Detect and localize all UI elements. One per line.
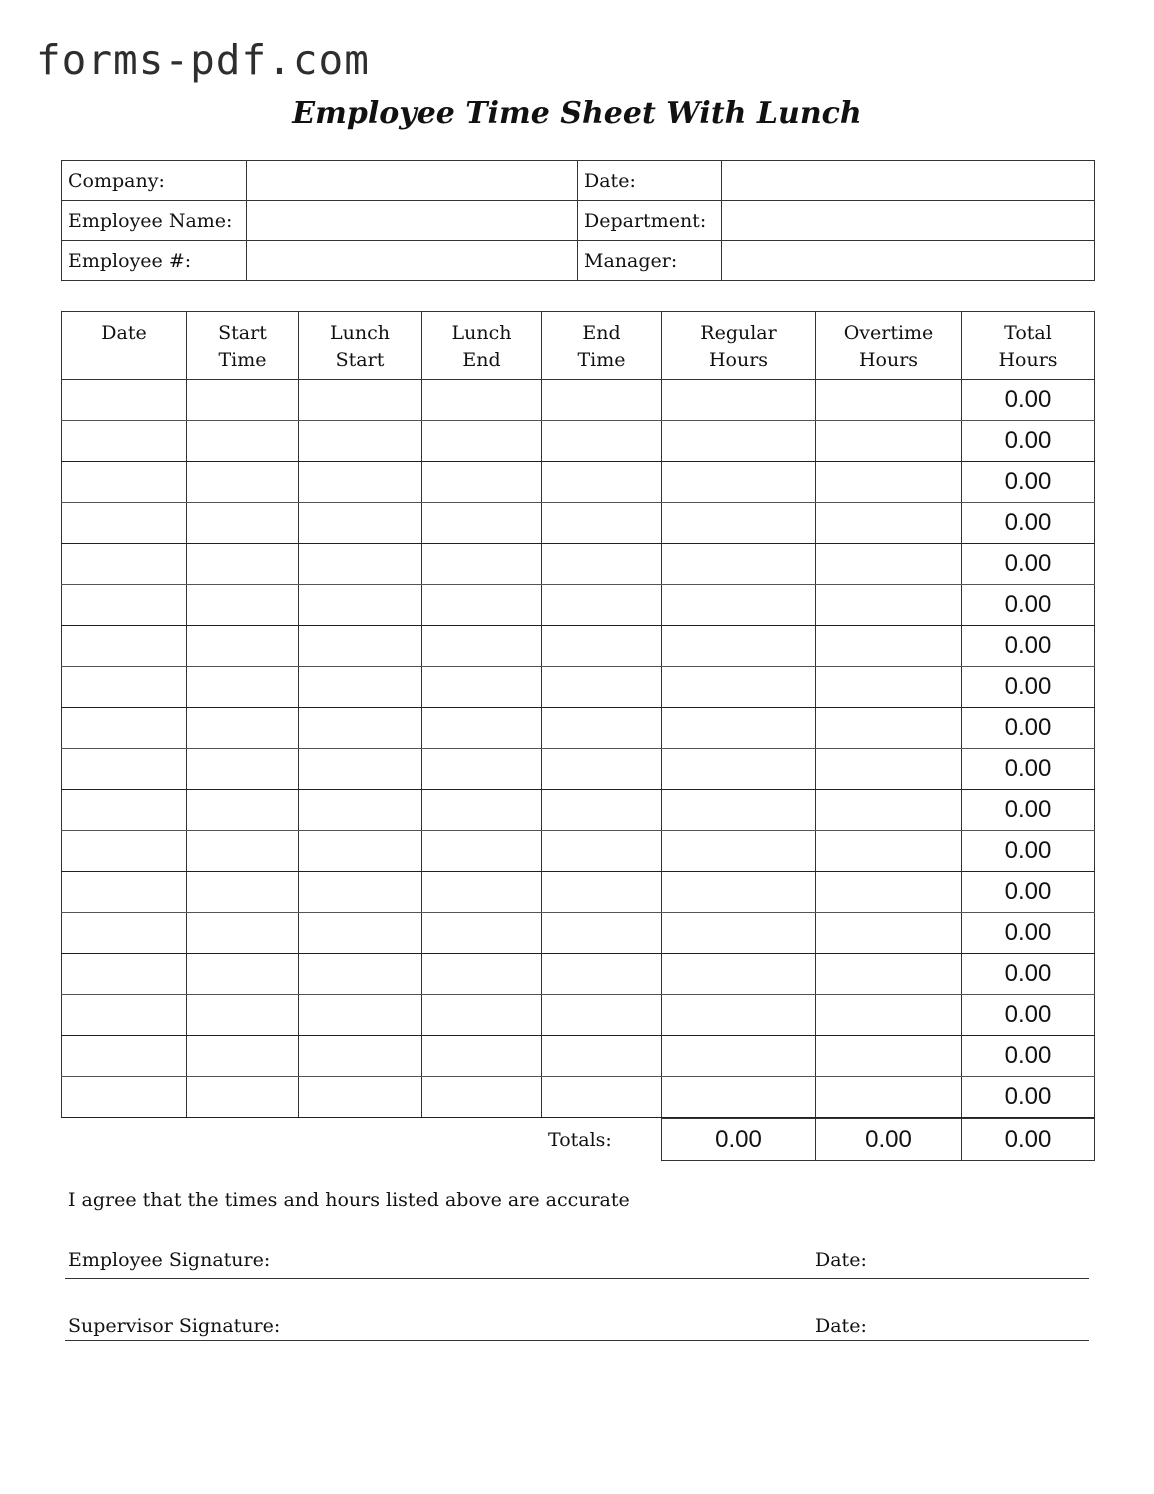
lunch-end-cell[interactable]: [422, 872, 542, 913]
date-cell[interactable]: [62, 503, 187, 544]
lunch-start-cell[interactable]: [299, 790, 422, 831]
column-header-line: Date: [101, 322, 147, 344]
lunch-start-cell[interactable]: [299, 1077, 422, 1118]
lunch-end-cell[interactable]: [422, 421, 542, 462]
date-field[interactable]: [722, 161, 1095, 201]
employee-signature-line[interactable]: [65, 1278, 1089, 1279]
table-row: [62, 667, 1095, 708]
row-total-hours-cell[interactable]: 0.00: [962, 380, 1095, 421]
column-header-line: End: [462, 349, 501, 371]
date-cell[interactable]: [62, 421, 187, 462]
table-row: [62, 585, 1095, 626]
end-time-cell[interactable]: [542, 503, 662, 544]
date-cell[interactable]: [62, 667, 187, 708]
end-time-cell[interactable]: [542, 1036, 662, 1077]
start-time-cell[interactable]: [187, 913, 299, 954]
end-time-cell[interactable]: [542, 995, 662, 1036]
end-time-cell[interactable]: [542, 913, 662, 954]
start-time-cell[interactable]: [187, 790, 299, 831]
table-header-row: [62, 312, 1095, 380]
lunch-start-cell[interactable]: [299, 954, 422, 995]
company-field[interactable]: [247, 161, 578, 201]
totals-label: Totals:: [548, 1129, 612, 1151]
manager-field[interactable]: [722, 241, 1095, 281]
employee-signature-label: Employee Signature:: [68, 1249, 271, 1271]
date-cell[interactable]: [62, 954, 187, 995]
lunch-end-cell[interactable]: [422, 1036, 542, 1077]
supervisor-signature-date-label: Date:: [815, 1315, 867, 1337]
overtime-hours-cell[interactable]: [816, 380, 962, 421]
lunch-end-cell[interactable]: [422, 790, 542, 831]
column-header-line: End: [582, 322, 621, 344]
lunch-start-cell[interactable]: [299, 626, 422, 667]
column-header-end-time: [542, 312, 662, 380]
row-total-hours-cell[interactable]: 0.00: [962, 708, 1095, 749]
row-total-hours-cell[interactable]: 0.00: [962, 872, 1095, 913]
lunch-start-cell[interactable]: [299, 380, 422, 421]
row-total-hours-cell[interactable]: 0.00: [962, 954, 1095, 995]
regular-hours-cell[interactable]: [662, 585, 816, 626]
start-time-cell[interactable]: [187, 708, 299, 749]
row-total-hours-cell[interactable]: 0.00: [962, 913, 1095, 954]
end-time-cell[interactable]: [542, 872, 662, 913]
lunch-start-cell[interactable]: [299, 995, 422, 1036]
column-header-line: Regular: [700, 322, 777, 344]
regular-hours-cell[interactable]: [662, 995, 816, 1036]
lunch-end-cell[interactable]: [422, 503, 542, 544]
column-header-line: Hours: [708, 349, 769, 371]
overtime-hours-cell[interactable]: [816, 913, 962, 954]
column-header-start-time: [187, 312, 299, 380]
start-time-cell[interactable]: [187, 954, 299, 995]
start-time-cell[interactable]: [187, 872, 299, 913]
lunch-end-cell[interactable]: [422, 626, 542, 667]
lunch-end-cell[interactable]: [422, 544, 542, 585]
end-time-cell[interactable]: [542, 462, 662, 503]
table-row: [62, 1077, 1095, 1118]
end-time-cell[interactable]: [542, 749, 662, 790]
manager-label: Manager:: [578, 241, 722, 281]
regular-hours-cell[interactable]: [662, 1077, 816, 1118]
start-time-cell[interactable]: [187, 749, 299, 790]
overtime-hours-cell[interactable]: [816, 667, 962, 708]
employee-signature-date-label: Date:: [815, 1249, 867, 1271]
lunch-end-cell[interactable]: [422, 380, 542, 421]
date-cell[interactable]: [62, 585, 187, 626]
regular-hours-cell[interactable]: [662, 790, 816, 831]
start-time-cell[interactable]: [187, 421, 299, 462]
employee-name-field[interactable]: [247, 201, 578, 241]
regular-hours-cell[interactable]: [662, 708, 816, 749]
end-time-cell[interactable]: [542, 790, 662, 831]
employee-number-label: Employee #:: [62, 241, 247, 281]
row-total-hours-cell[interactable]: 0.00: [962, 667, 1095, 708]
company-label: Company:: [62, 161, 247, 201]
regular-hours-cell[interactable]: [662, 913, 816, 954]
total-overtime-hours[interactable]: 0.00: [816, 1119, 962, 1161]
end-time-cell[interactable]: [542, 667, 662, 708]
table-row: [62, 872, 1095, 913]
column-header-overtime-hours: [816, 312, 962, 380]
regular-hours-cell[interactable]: [662, 544, 816, 585]
overtime-hours-cell[interactable]: [816, 831, 962, 872]
lunch-end-cell[interactable]: [422, 995, 542, 1036]
employee-name-label: Employee Name:: [62, 201, 247, 241]
lunch-end-cell[interactable]: [422, 954, 542, 995]
department-field[interactable]: [722, 201, 1095, 241]
employee-info-table: [61, 160, 1095, 281]
row-total-hours-cell[interactable]: 0.00: [962, 421, 1095, 462]
table-row: [62, 913, 1095, 954]
page-title: Employee Time Sheet With Lunch: [292, 96, 862, 131]
column-header-line: Total: [1004, 322, 1052, 344]
column-header-lunch-start: [299, 312, 422, 380]
start-time-cell[interactable]: [187, 503, 299, 544]
table-body: [62, 380, 1095, 1118]
table-row: [62, 626, 1095, 667]
column-header-lunch-end: [422, 312, 542, 380]
lunch-start-cell[interactable]: [299, 462, 422, 503]
lunch-start-cell[interactable]: [299, 872, 422, 913]
totals-row: [661, 1118, 1095, 1161]
end-time-cell[interactable]: [542, 626, 662, 667]
regular-hours-cell[interactable]: [662, 667, 816, 708]
overtime-hours-cell[interactable]: [816, 544, 962, 585]
column-header-line: Start: [218, 322, 267, 344]
table-row: [62, 954, 1095, 995]
lunch-end-cell[interactable]: [422, 667, 542, 708]
lunch-start-cell[interactable]: [299, 1036, 422, 1077]
table-row: [62, 421, 1095, 462]
lunch-end-cell[interactable]: [422, 913, 542, 954]
regular-hours-cell[interactable]: [662, 380, 816, 421]
lunch-end-cell[interactable]: [422, 1077, 542, 1118]
overtime-hours-cell[interactable]: [816, 462, 962, 503]
start-time-cell[interactable]: [187, 544, 299, 585]
end-time-cell[interactable]: [542, 585, 662, 626]
row-total-hours-cell[interactable]: 0.00: [962, 544, 1095, 585]
date-cell[interactable]: [62, 995, 187, 1036]
end-time-cell[interactable]: [542, 1077, 662, 1118]
time-entries-table: [61, 311, 1095, 1118]
column-header-line: [62, 347, 186, 374]
regular-hours-cell[interactable]: [662, 1036, 816, 1077]
regular-hours-cell[interactable]: [662, 831, 816, 872]
overtime-hours-cell[interactable]: [816, 585, 962, 626]
agreement-statement: I agree that the times and hours listed above are accurate: [68, 1189, 630, 1211]
overtime-hours-cell[interactable]: [816, 1036, 962, 1077]
column-header-line: Time: [577, 349, 626, 371]
date-cell[interactable]: [62, 913, 187, 954]
lunch-start-cell[interactable]: [299, 667, 422, 708]
start-time-cell[interactable]: [187, 667, 299, 708]
table-row: [62, 831, 1095, 872]
supervisor-signature-label: Supervisor Signature:: [68, 1315, 281, 1337]
row-total-hours-cell[interactable]: 0.00: [962, 995, 1095, 1036]
regular-hours-cell[interactable]: [662, 872, 816, 913]
column-header-total-hours: [962, 312, 1095, 380]
date-cell[interactable]: [62, 462, 187, 503]
table-row: [62, 544, 1095, 585]
table-row: [62, 708, 1095, 749]
date-cell[interactable]: [62, 626, 187, 667]
date-cell[interactable]: [62, 790, 187, 831]
overtime-hours-cell[interactable]: [816, 503, 962, 544]
column-header-line: Start: [335, 349, 385, 371]
total-regular-hours[interactable]: 0.00: [662, 1119, 816, 1161]
date-cell[interactable]: [62, 872, 187, 913]
end-time-cell[interactable]: [542, 380, 662, 421]
overtime-hours-cell[interactable]: [816, 421, 962, 462]
lunch-end-cell[interactable]: [422, 462, 542, 503]
row-total-hours-cell[interactable]: 0.00: [962, 749, 1095, 790]
table-row: [62, 995, 1095, 1036]
table-row: [62, 749, 1095, 790]
date-cell[interactable]: [62, 380, 187, 421]
date-cell[interactable]: [62, 1077, 187, 1118]
regular-hours-cell[interactable]: [662, 421, 816, 462]
lunch-start-cell[interactable]: [299, 831, 422, 872]
overtime-hours-cell[interactable]: [816, 708, 962, 749]
lunch-start-cell[interactable]: [299, 421, 422, 462]
start-time-cell[interactable]: [187, 585, 299, 626]
lunch-start-cell[interactable]: [299, 913, 422, 954]
column-header-line: Time: [218, 349, 267, 371]
end-time-cell[interactable]: [542, 954, 662, 995]
start-time-cell[interactable]: [187, 462, 299, 503]
overtime-hours-cell[interactable]: [816, 872, 962, 913]
lunch-end-cell[interactable]: [422, 831, 542, 872]
end-time-cell[interactable]: [542, 708, 662, 749]
regular-hours-cell[interactable]: [662, 462, 816, 503]
date-cell[interactable]: [62, 831, 187, 872]
overtime-hours-cell[interactable]: [816, 790, 962, 831]
row-total-hours-cell[interactable]: 0.00: [962, 1036, 1095, 1077]
column-header-line: Hours: [998, 349, 1058, 371]
overtime-hours-cell[interactable]: [816, 954, 962, 995]
date-cell[interactable]: [62, 749, 187, 790]
regular-hours-cell[interactable]: [662, 749, 816, 790]
start-time-cell[interactable]: [187, 626, 299, 667]
lunch-end-cell[interactable]: [422, 749, 542, 790]
column-header-line: Lunch: [330, 322, 390, 344]
overtime-hours-cell[interactable]: [816, 749, 962, 790]
lunch-start-cell[interactable]: [299, 749, 422, 790]
end-time-cell[interactable]: [542, 421, 662, 462]
row-total-hours-cell[interactable]: 0.00: [962, 831, 1095, 872]
column-header-line: Overtime: [843, 322, 934, 344]
date-cell[interactable]: [62, 544, 187, 585]
table-row: [62, 380, 1095, 421]
lunch-start-cell[interactable]: [299, 585, 422, 626]
start-time-cell[interactable]: [187, 995, 299, 1036]
row-total-hours-cell[interactable]: 0.00: [962, 1077, 1095, 1118]
department-label: Department:: [578, 201, 722, 241]
column-header-date: [62, 312, 187, 380]
start-time-cell[interactable]: [187, 1077, 299, 1118]
employee-number-field[interactable]: [247, 241, 578, 281]
overtime-hours-cell[interactable]: [816, 995, 962, 1036]
column-header-line: Hours: [858, 349, 919, 371]
row-total-hours-cell[interactable]: 0.00: [962, 626, 1095, 667]
table-row: [62, 790, 1095, 831]
regular-hours-cell[interactable]: [662, 626, 816, 667]
end-time-cell[interactable]: [542, 544, 662, 585]
total-hours[interactable]: 0.00: [962, 1119, 1095, 1161]
row-total-hours-cell[interactable]: 0.00: [962, 503, 1095, 544]
date-label: Date:: [578, 161, 722, 201]
supervisor-signature-line[interactable]: [65, 1340, 1089, 1341]
end-time-cell[interactable]: [542, 831, 662, 872]
row-total-hours-cell[interactable]: 0.00: [962, 585, 1095, 626]
start-time-cell[interactable]: [187, 1036, 299, 1077]
row-total-hours-cell[interactable]: 0.00: [962, 790, 1095, 831]
table-row: [62, 503, 1095, 544]
lunch-start-cell[interactable]: [299, 503, 422, 544]
overtime-hours-cell[interactable]: [816, 626, 962, 667]
regular-hours-cell[interactable]: [662, 503, 816, 544]
lunch-end-cell[interactable]: [422, 708, 542, 749]
start-time-cell[interactable]: [187, 831, 299, 872]
date-cell[interactable]: [62, 1036, 187, 1077]
start-time-cell[interactable]: [187, 380, 299, 421]
table-row: [62, 462, 1095, 503]
lunch-end-cell[interactable]: [422, 585, 542, 626]
overtime-hours-cell[interactable]: [816, 1077, 962, 1118]
lunch-start-cell[interactable]: [299, 544, 422, 585]
lunch-start-cell[interactable]: [299, 708, 422, 749]
column-header-line: Lunch: [451, 322, 512, 344]
watermark: forms-pdf.com: [36, 36, 370, 84]
column-header-regular-hours: [662, 312, 816, 380]
row-total-hours-cell[interactable]: 0.00: [962, 462, 1095, 503]
regular-hours-cell[interactable]: [662, 954, 816, 995]
table-row: [62, 1036, 1095, 1077]
date-cell[interactable]: [62, 708, 187, 749]
